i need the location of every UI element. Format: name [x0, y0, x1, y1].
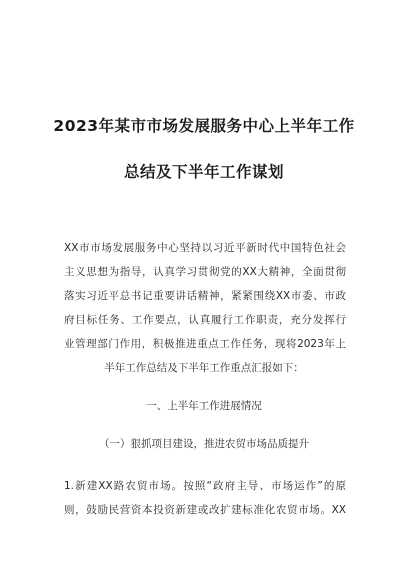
- document-title-line-1: 2023年某市市场发展服务中心上半年工作: [53, 117, 355, 135]
- intro-paragraph-line: 主义思想为指导，认真学习贯彻党的XX大精神，全面贯彻: [64, 266, 346, 278]
- section-heading: 一、上半年工作进展情况: [146, 400, 262, 412]
- intro-paragraph-line: XX市市场发展服务中心坚持以习近平新时代中国特色社会: [64, 242, 346, 254]
- intro-paragraph-line: 业管理部门作用，积极推进重点工作任务，现将2023年上: [64, 338, 346, 350]
- intro-paragraph-line: 半年工作总结及下半年工作重点汇报如下：: [104, 362, 304, 374]
- item-paragraph-line: 1.新建XX路农贸市场。按照“政府主导、市场运作”的原: [64, 480, 346, 492]
- intro-paragraph-line: 落实习近平总书记重要讲话精神，紧紧围绕XX市委、市政: [64, 290, 346, 302]
- document-title-line-2: 总结及下半年工作谋划: [123, 163, 284, 181]
- item-paragraph-line: 则，鼓励民营资本投资新建或改扩建标准化农贸市场。XX: [64, 504, 346, 516]
- subsection-heading: （一）狠抓项目建设，推进农贸市场品质提升: [99, 438, 309, 450]
- intro-paragraph-line: 府目标任务、工作要点，认真履行工作职责，充分发挥行: [64, 314, 346, 326]
